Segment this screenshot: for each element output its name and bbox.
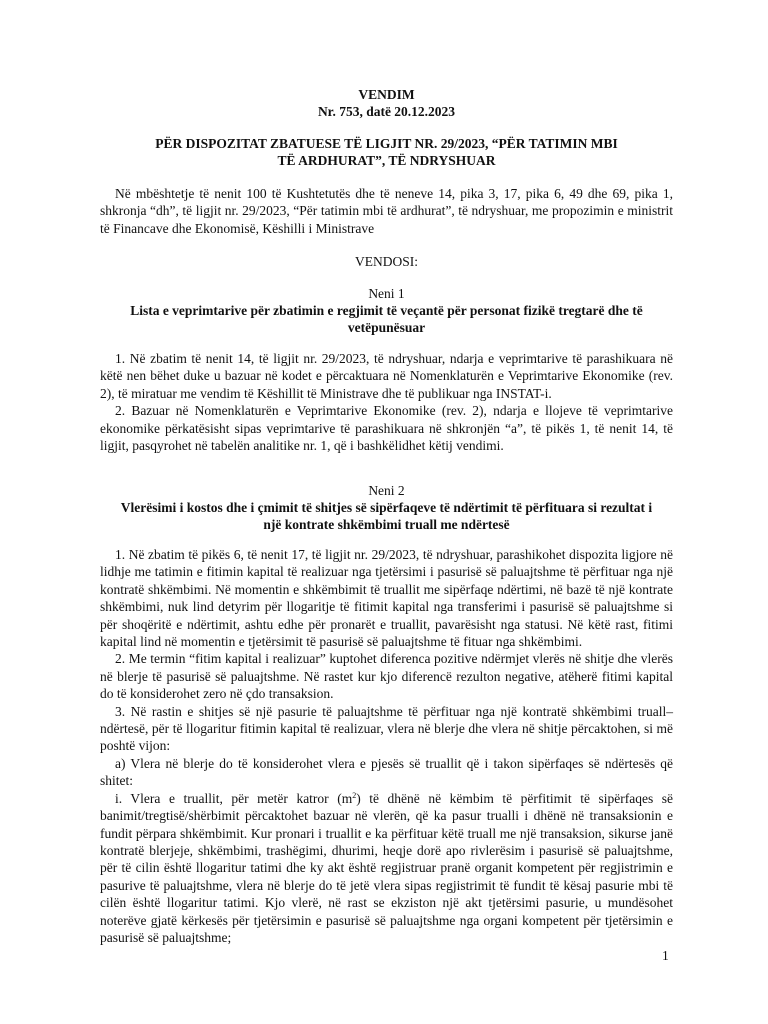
article-1-body (100, 350, 673, 454)
article-2-paragraph: 3. Në rastin e shitjes së një pasurie të paluajtshme të përfituar nga një kontratë shkëmbimi truall–ndërtesë, për të llogaritur fitimin kapital të realizuar, vlera në blerje dhe vlera në shitje përcaktohen, si më poshtë vijon: (100, 703, 673, 754)
page-number: 1 (662, 948, 669, 963)
article-2-body (100, 546, 673, 946)
article-2-item-i (100, 790, 673, 947)
subject-line-1: PËR DISPOZITAT ZBATUESE TË LIGJIT NR. 29/2023, “PËR TATIMIN MBI (155, 136, 618, 151)
decision-heading (100, 86, 673, 121)
preamble: Në mbështetje të nenit 100 të Kushtetutës dhe të neneve 14, pika 3, 17, pika 6, 49 dhe 69, pika 1, shkronja “dh”, të ligjit nr. 29/2023, “Për tatimin mbi të ardhurat”, të ndryshuar, me propozimin e ministrit të Financave dhe Ekonomisë, Këshilli i Ministrave (100, 186, 673, 236)
squared-superscript: 2 (352, 790, 357, 800)
decision-title: VENDIM (358, 87, 415, 102)
article-2-paragraph: 2. Me termin “fitim kapital i realizuar” kuptohet diferenca pozitive ndërmjet vlerës në shitje dhe vlerës në blerje të pasurisë së paluajtshme. Në rastet kur kjo diferencë rezulton negative, atëherë fitimi kapital do të konsiderohet zero në çdo transaksion. (100, 651, 673, 702)
subject-line-2: TË ARDHURAT”, TË NDRYSHUAR (277, 153, 496, 169)
article-1-paragraph: 1. Në zbatim të nenit 14, të ligjit nr. 29/2023, të ndryshuar, ndarja e veprimtarive të parashikuara në këtë nen bëhet duke u bazuar në kodet e përcaktuara në Nomenklaturën e Veprimtarive Ekonomike (rev. 2), të miratuar me vendim të Këshillit të Ministrave dhe të publikuar nga INSTAT-i. (100, 351, 673, 401)
decision-subject (96, 135, 677, 170)
article-1-label: Neni 1 (368, 286, 405, 301)
article-2-subpoint-a: a) Vlera në blerje do të konsiderohet vlera e pjesës së truallit që i takon sipërfaqes së ndërtesës që shitet: (100, 755, 673, 789)
article-1-title: Lista e veprimtarive për zbatimin e regjimit të veçantë për personat fizikë tregtarë dhe të vetëpunësuar (130, 303, 643, 336)
article-1-paragraph: 2. Bazuar në Nomenklaturën e Veprimtarive Ekonomike (rev. 2), ndarja e llojeve të veprimtarive ekonomike përkatësisht sipas veprimtarive të parashikuara në shkronjën “a”, të pikës 1, të nenit 14, të ligjit, pasqyrohet në tabelën analitike nr. 1, që i bashkëlidhet këtij vendimi. (100, 403, 673, 454)
decision-number: Nr. 753, datë 20.12.2023 (317, 104, 456, 120)
article-2-paragraph: 1. Në zbatim të pikës 6, të nenit 17, të ligjit nr. 29/2023, të ndryshuar, parashikohet dispozita ligjore në lidhje me tatimin e fitimin kapital të realizuar nga tjetërsimi i pasurisë së paluajtshme të përfituar nga një kontratë shkëmbimi. Në momentin e shkëmbimit të truallit me sipërfaqe ndërtimi, në bazë të një kontrate shkëmbimi, nuk lind detyrim për llogaritje të fitimit kapital nga transferimi i pasurisë së paluajtshme si për shoqëritë e ndërtimit, ashtu edhe për pronarët e truallit, pavarësisht nga statusi. Në këtë rast, fitimi kapital lind në momentin e tjetërsimit të pasurisë së paluajtshme të fituar nga shkëmbimi. (100, 547, 673, 650)
article-2-label: Neni 2 (368, 483, 405, 498)
item-i-text-start: i. Vlera e truallit, për metër katror (m (115, 790, 353, 806)
decides-heading: VENDOSI: (355, 254, 418, 269)
article-2-title: Vlerësimi i kostos dhe i çmimit të shitjes së sipërfaqeve të ndërtimit të përfituara si rezultat i një kontrate shkëmbimi truall me ndërtesë (120, 500, 653, 533)
item-i-text-end: ) të dhënë në këmbim të përfitimit të sipërfaqes së banimit/tregtisë/shërbimit përcaktohet bazuar në vlerën, që ka pasur trualli i dhënë në transaksionin e fundit përpara shkëmbimit. Kur pronari i truallit e ka përfituar këtë truall me një transaksion, sikurse janë kontratë blerjeje, shkëmbimi, trashëgimi, dhurimi, heqje dorë apo rivlerësim i pasurisë së paluajtshme, për të cilin është llogaritur tatimi dhe ky akt është regjistruar pranë organit kompetent për regjistrimin e pasurive të paluajtshme, vlera në blerje do të jetë vlera sipas regjistrimit të fundit të kësaj pasurie mbi të cilën është llogaritur tatimi. Kjo vlerë, në rast se ekziston një akt tjetërsimi pasurie, u mundësohet noterëve gjatë kërkesës për tjetërsimin e pasurisë së paluajtshme nga organi kompetent për tjetërsimin e pasurisë së paluajtshme; (100, 790, 673, 945)
